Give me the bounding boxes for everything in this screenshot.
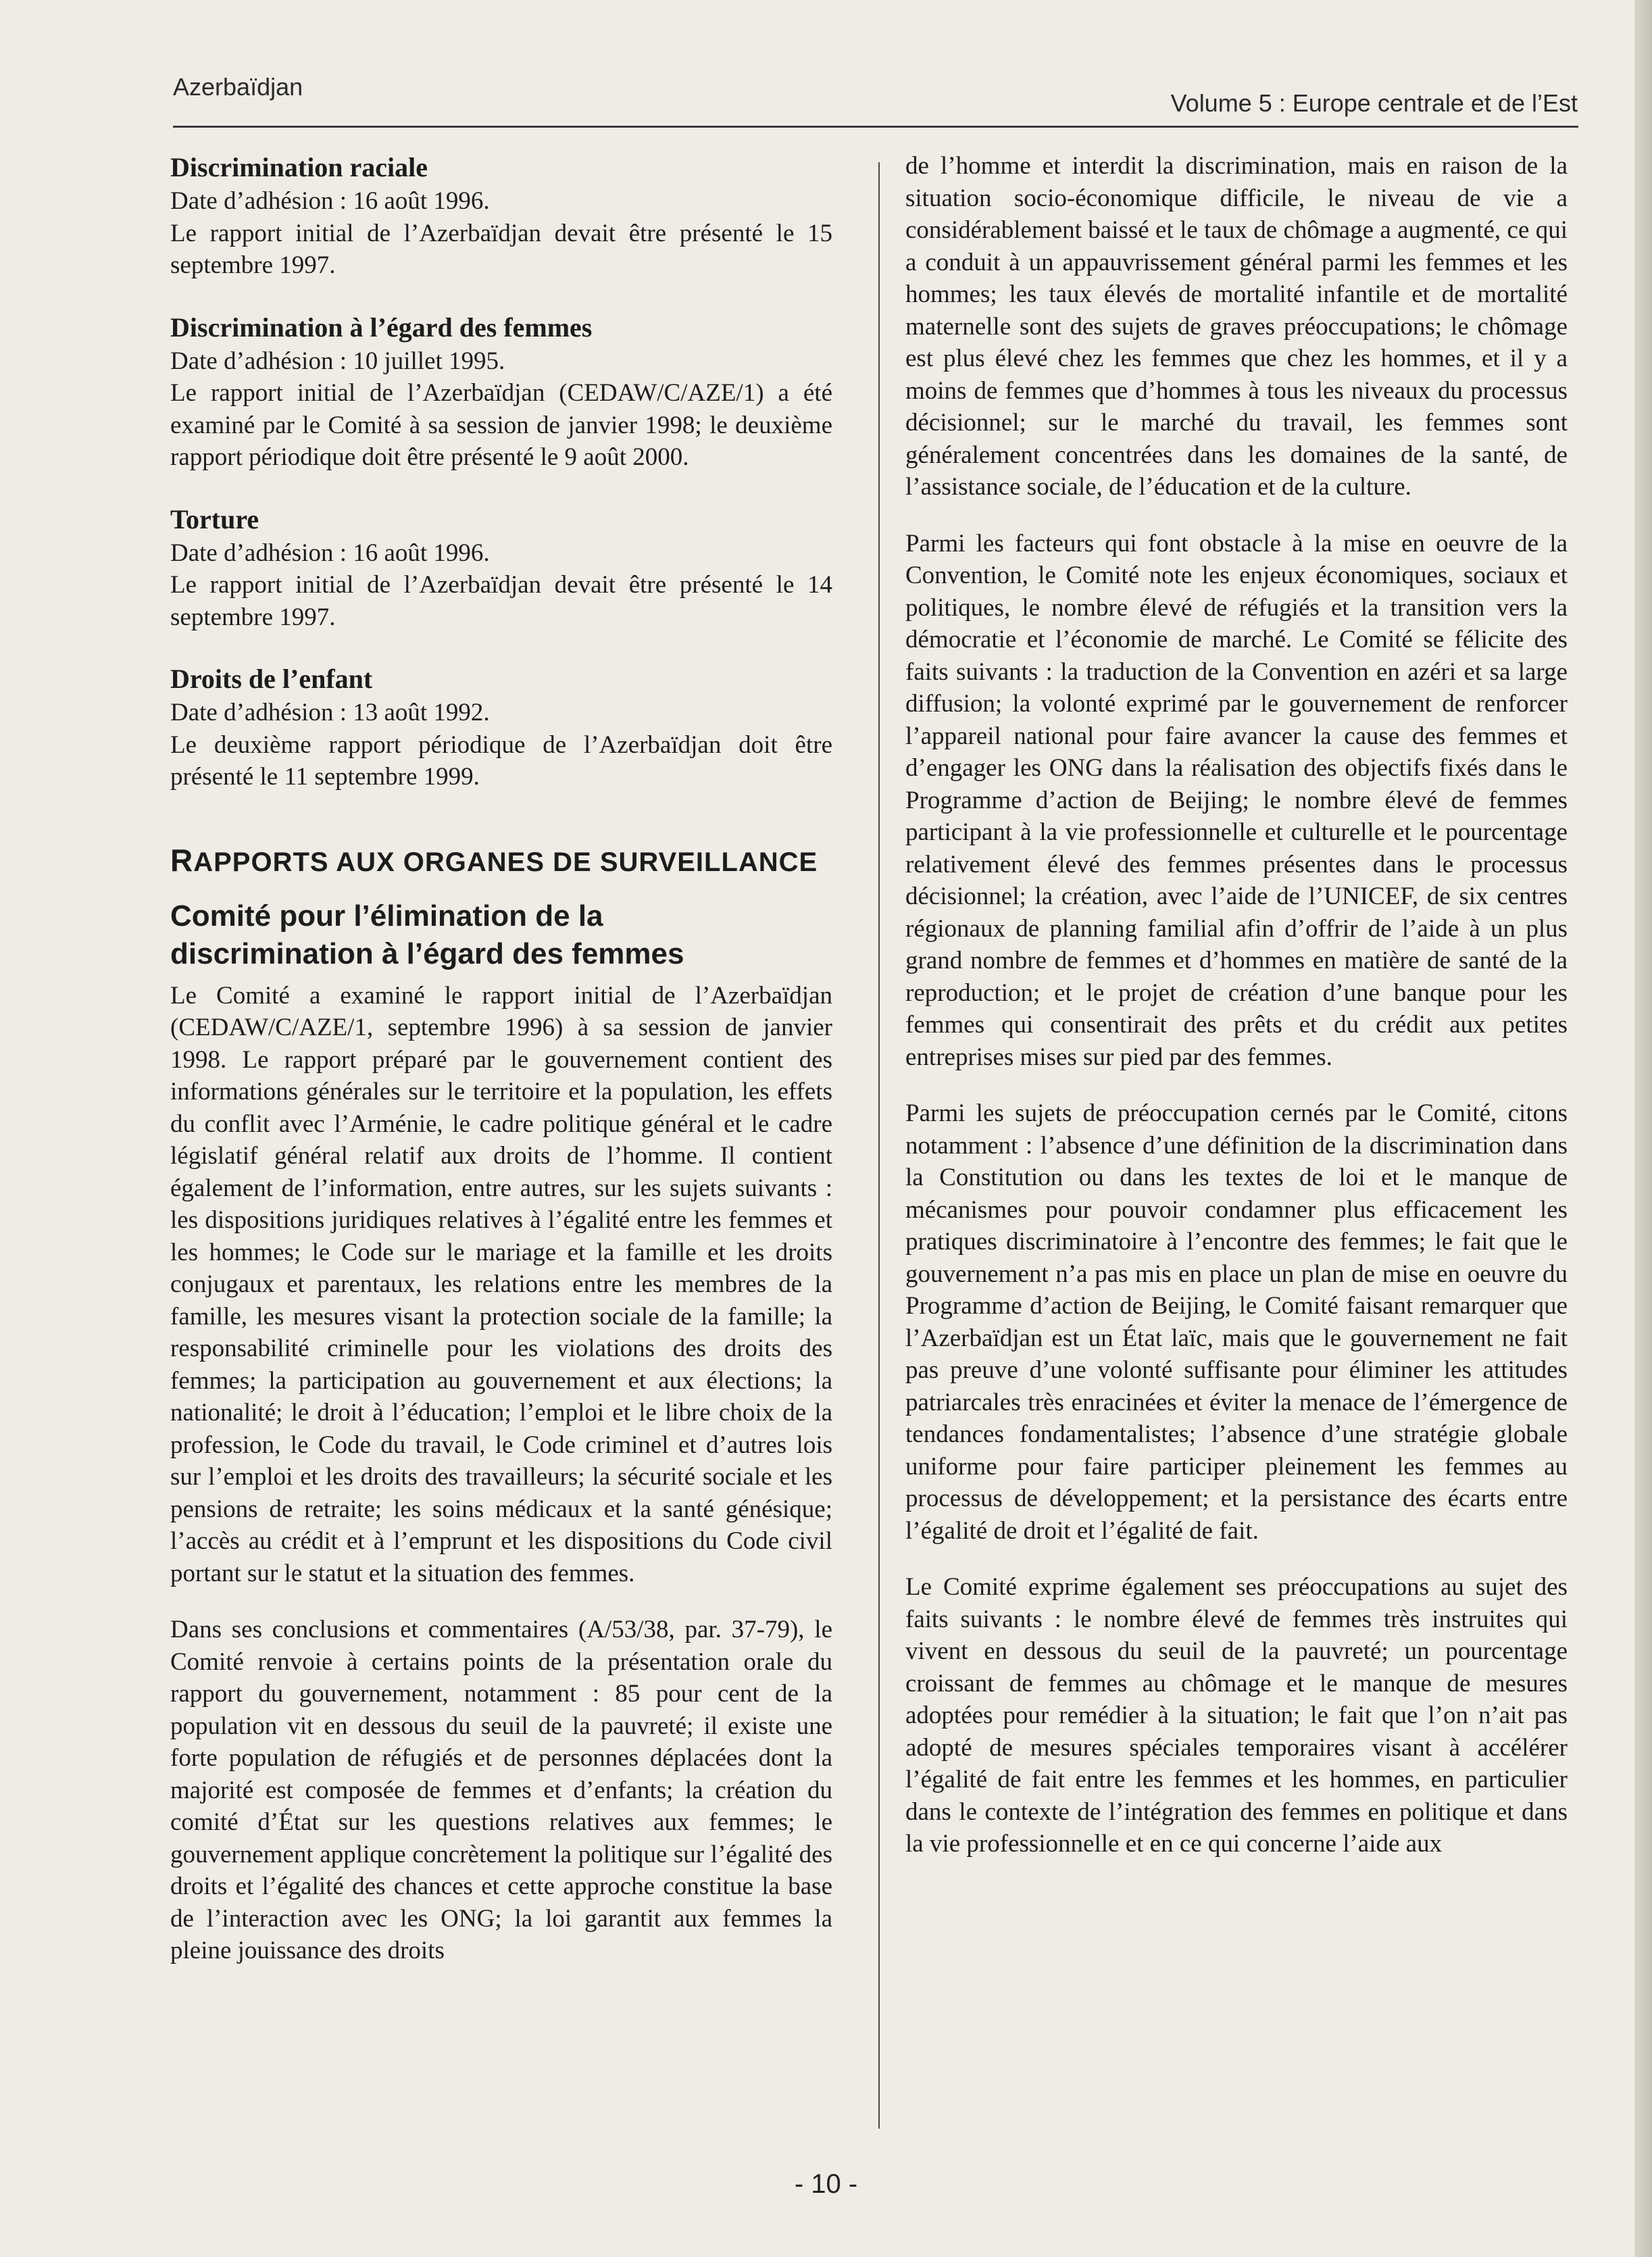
treaty-torture [170,502,832,634]
accession-date: Date d’adhésion : 16 août 1996. [170,187,490,215]
committee-heading-line-1: Comité pour l’élimination de la [170,899,603,933]
treaty-women-discrimination [170,310,832,474]
accession-date: Date d’adhésion : 10 juillet 1995. [170,347,505,375]
report-status: Le deuxième rapport périodique de l’Azerbaïdjan doit être présenté le 11 septembre 1999. [170,730,832,791]
running-header-country: Azerbaïdjan [173,73,303,101]
page-number: - 10 - [794,2169,858,2199]
report-status: Le rapport initial de l’Azerbaïdjan devait être présenté le 15 septembre 1997. [170,219,832,279]
body-paragraph: Le Comité a examiné le rapport initial de l’Azerbaïdjan (CEDAW/C/AZE/1, septembre 1996) à sa session de janvier 1998. Le rapport préparé par le gouvernement contient des informations générales sur le territoire et la population, les effets du conflit avec l’Arménie, le cadre politique général et le cadre législatif général relatif aux droits de l’homme. Il contient également de l’information, entre autres, sur les sujets suivants : les dispositions juridiques relatives à l’égalité entre les femmes et les hommes; le Code sur le mariage et la famille et les droits conjugaux et parentaux, les relations entre les membres de la famille, les mesures visant la protection sociale de la famille; la responsabilité criminelle pour les violations des droits des femmes; la participation au gouvernement et aux élections; la nationalité; le droit à l’éducation; l’emploi et le libre choix de la profession, le Code du travail, le Code criminel et d’autres lois sur l’emploi et les droits des travailleurs; la sécurité sociale et les pensions de retraite; les soins médicaux et la santé génésique; l’accès au crédit et à l’emprunt et les dispositions du Code civil portant sur le statut et la situation des femmes. [170,981,832,1587]
running-header-volume: Volume 5 : Europe centrale et de l’Est [1170,89,1578,117]
treaty-title: Discrimination raciale [170,152,428,182]
right-column [905,150,1568,1860]
committee-heading-line-2: discrimination à l’égard des femmes [170,937,684,970]
treaty-title: Torture [170,503,259,535]
left-column [170,150,832,1967]
header-rule [173,126,1578,128]
column-divider [878,162,880,2129]
body-paragraph: de l’homme et interdit la discrimination, mais en raison de la situation socio-économique difficile, le niveau de vie a considérablement baissé et le taux de chômage a augmenté, ce qui a conduit à un appauvrissement général parmi les femmes et les hommes; les taux élevés de mortalité infantile et de mortalité maternelle sont des sujets de graves préoccupations; le chômage est plus élevé chez les femmes que chez les hommes, et il y a moins de femmes que d’hommes à tous les niveaux du processus décisionnel; sur le marché du travail, les femmes sont généralement concentrées dans les domaines de la santé, de l’assistance sociale, de l’éducation et de la culture. [905,152,1568,501]
body-paragraph: Parmi les sujets de préoccupation cernés par le Comité, citons notamment : l’absence d’une définition de la discrimination dans la Constitution ou dans les textes de loi et le manque de mécanismes pour pouvoir condamner plus efficacement les pratiques discriminatoire à l’encontre des femmes; le fait que le gouvernement n’a pas mis en place un plan de mise en oeuvre du Programme d’action de Beijing, le Comité faisant remarquer que l’Azerbaïdjan est un État laïc, mais que le gouvernement ne fait pas preuve d’une volonté suffisante pour éliminer les attitudes patriarcales très enracinées et éviter la menace de l’émergence de tendances fondamentalistes; l’absence d’une stratégie globale uniforme pour faire participer pleinement les femmes au processus de développement; et la persistance des écarts entre l’égalité de droit et l’égalité de fait. [905,1099,1568,1545]
section-heading-reports [170,842,832,878]
treaty-title: Discrimination à l’égard des femmes [170,312,593,343]
report-status: Le rapport initial de l’Azerbaïdjan devait être présenté le 14 septembre 1997. [170,571,832,631]
body-paragraph: Dans ses conclusions et commentaires (A/53/38, par. 37-79), le Comité renvoie à certains points de la présentation orale du rapport du gouvernement, notamment : 85 pour cent de la population vit en dessous du seuil de la pauvreté; il existe une forte population de réfugiés et de personnes déplacées dont la majorité est composée de femmes et d’enfants; la création du comité d’État sur les questions relatives aux femmes; le gouvernement applique concrètement la politique sur l’égalité des droits et l’égalité des chances et cette approche constitue la base de l’interaction avec les ONG; la loi garantit aux femmes la pleine jouissance des droits [170,1616,832,1964]
committee-heading [170,897,832,973]
body-paragraph: Le Comité exprime également ses préoccupations au sujet des faits suivants : le nombre élevé de femmes très instruites qui vivent en dessous du seuil de la pauvreté; un pourcentage croissant de femmes au chômage et le manque de mesures adoptées pour remédier à la situation; le fait que l’on n’ait pas adopté de mesures spéciales temporaires visant à accélérer l’égalité de fait entre les femmes et les hommes, en particulier dans le contexte de l’intégration des femmes en politique et dans la vie professionnelle et en ce qui concerne l’aide aux [905,1573,1568,1858]
report-status: Le rapport initial de l’Azerbaïdjan (CEDAW/C/AZE/1) a été examiné par le Comité à sa session de janvier 1998; le deuxième rapport périodique doit être présenté le 9 août 2000. [170,379,832,471]
accession-date: Date d’adhésion : 16 août 1996. [170,539,490,567]
treaty-title: Droits de l’enfant [170,664,373,694]
section-heading-rest: APPORTS AUX ORGANES DE SURVEILLANCE [193,847,818,877]
accession-date: Date d’adhésion : 13 août 1992. [170,699,490,726]
treaty-racial-discrimination [170,150,832,282]
treaty-child-rights [170,662,832,793]
body-paragraph: Parmi les facteurs qui font obstacle à la mise en oeuvre de la Convention, le Comité note les enjeux économiques, sociaux et politiques, le nombre élevé de réfugiés et la transition vers la démocratie et l’économie de marché. Le Comité se félicite des faits suivants : la traduction de la Convention en azéri et sa large diffusion; la volonté exprimé par le gouvernement de renforcer l’appareil national pour faire avancer la cause des femmes et d’engager les ONG dans la réalisation des objectifs fixés dans le Programme d’action de Beijing; le nombre élevé de femmes participant à la vie professionnelle et culturelle et le pourcentage relativement élevé des femmes présentes dans le processus décisionnel; la création, avec l’aide de l’UNICEF, de six centres régionaux de planning familial afin d’offrir de l’aide à un plus grand nombre de femmes et d’hommes en matière de santé de la reproduction; et le projet de création d’une banque pour les femmes qui consentirait des prêts et du crédit aux petites entreprises mises sur pied par des femmes. [905,529,1568,1071]
page-edge-shadow [1634,0,1652,2257]
section-heading-initial: R [170,842,194,878]
